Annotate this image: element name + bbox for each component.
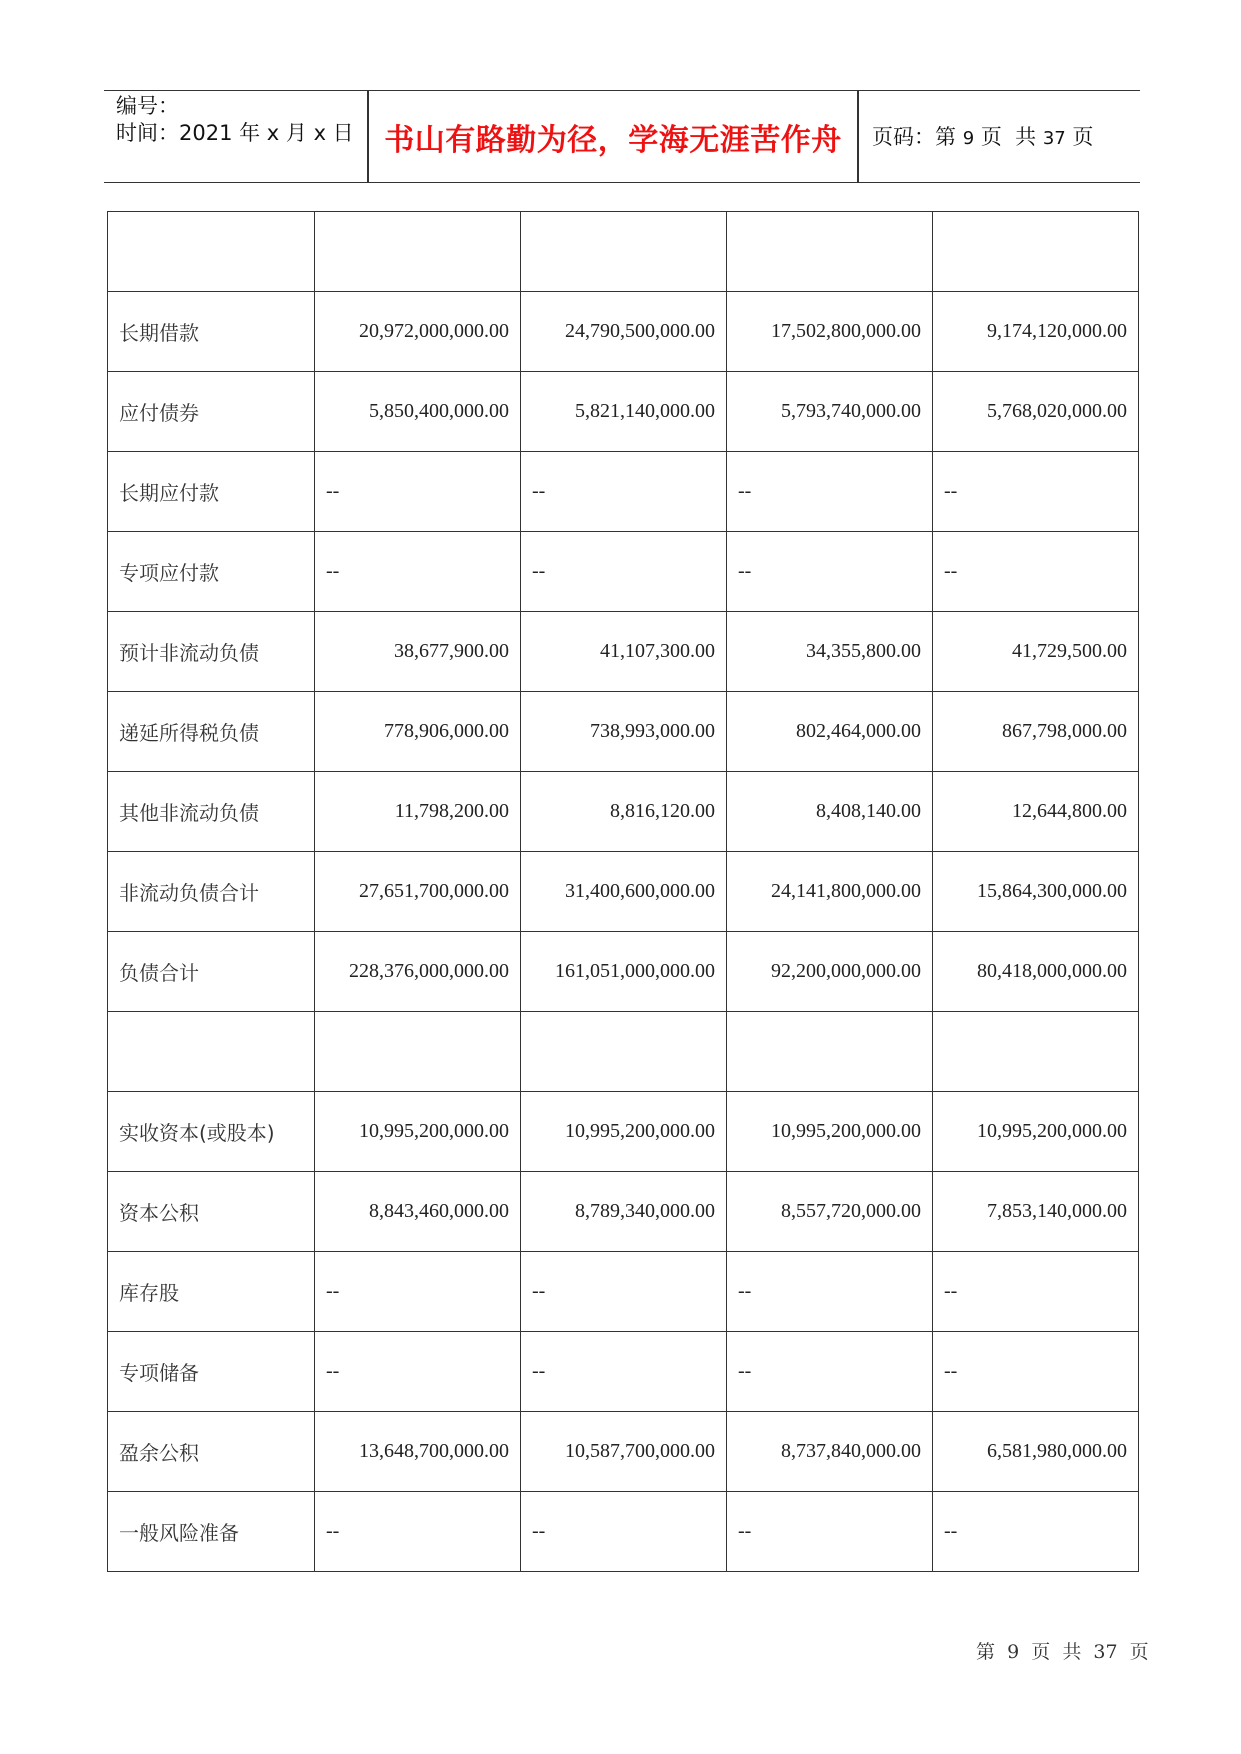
table-row	[108, 1172, 1139, 1252]
row-value-col-2: 41,107,300.00	[521, 612, 727, 692]
row-value-col-4: 867,798,000.00	[933, 692, 1139, 772]
row-value-col-1: --	[315, 532, 521, 612]
row-value-col-4: 9,174,120,000.00	[933, 292, 1139, 372]
row-label: 库存股	[108, 1252, 315, 1332]
row-value-col-3	[727, 1012, 933, 1092]
row-value-col-2: 161,051,000,000.00	[521, 932, 727, 1012]
row-value-col-1	[315, 1012, 521, 1092]
table-row	[108, 1252, 1139, 1332]
row-value-col-2: 5,821,140,000.00	[521, 372, 727, 452]
table-row	[108, 1492, 1139, 1572]
table-row	[108, 292, 1139, 372]
row-label	[108, 212, 315, 292]
header-page-info	[872, 121, 1093, 151]
row-value-col-4	[933, 1012, 1139, 1092]
table-row	[108, 1012, 1139, 1092]
row-value-col-2: 31,400,600,000.00	[521, 852, 727, 932]
row-value-col-1	[315, 212, 521, 292]
row-label: 资本公积	[108, 1172, 315, 1252]
page-total: 37	[1042, 128, 1066, 149]
row-label: 长期借款	[108, 292, 315, 372]
row-value-col-1: 5,850,400,000.00	[315, 372, 521, 452]
document-meta	[116, 91, 366, 147]
row-value-col-3: --	[727, 1332, 933, 1412]
row-value-col-4: 10,995,200,000.00	[933, 1092, 1139, 1172]
row-value-col-3: 17,502,800,000.00	[727, 292, 933, 372]
table-row	[108, 1092, 1139, 1172]
row-value-col-1: --	[315, 1252, 521, 1332]
balance-sheet-body	[108, 212, 1139, 1572]
row-value-col-4: 80,418,000,000.00	[933, 932, 1139, 1012]
row-value-col-4: --	[933, 1332, 1139, 1412]
row-value-col-4: --	[933, 1492, 1139, 1572]
row-value-col-1: 228,376,000,000.00	[315, 932, 521, 1012]
row-value-col-2: 8,789,340,000.00	[521, 1172, 727, 1252]
row-value-col-1: 27,651,700,000.00	[315, 852, 521, 932]
row-value-col-4: 7,853,140,000.00	[933, 1172, 1139, 1252]
row-value-col-4: --	[933, 532, 1139, 612]
row-label: 长期应付款	[108, 452, 315, 532]
row-value-col-4: 5,768,020,000.00	[933, 372, 1139, 452]
row-value-col-1: 8,843,460,000.00	[315, 1172, 521, 1252]
row-label: 预计非流动负债	[108, 612, 315, 692]
row-label: 专项应付款	[108, 532, 315, 612]
row-value-col-3: 8,408,140.00	[727, 772, 933, 852]
row-value-col-1: 11,798,200.00	[315, 772, 521, 852]
page-prefix: 页码：第	[872, 125, 963, 149]
row-value-col-2	[521, 212, 727, 292]
row-value-col-3: 10,995,200,000.00	[727, 1092, 933, 1172]
row-value-col-2: --	[521, 452, 727, 532]
row-value-col-1: 10,995,200,000.00	[315, 1092, 521, 1172]
row-label: 其他非流动负债	[108, 772, 315, 852]
table-row	[108, 532, 1139, 612]
row-value-col-2: 738,993,000.00	[521, 692, 727, 772]
page-mid: 页 共	[974, 125, 1043, 149]
table-row	[108, 692, 1139, 772]
row-value-col-2: --	[521, 532, 727, 612]
row-value-col-4: --	[933, 1252, 1139, 1332]
row-value-col-4: 41,729,500.00	[933, 612, 1139, 692]
row-value-col-3: 8,557,720,000.00	[727, 1172, 933, 1252]
row-value-col-1: --	[315, 1332, 521, 1412]
page-footer: 第 9 页 共 37 页	[976, 1641, 1149, 1663]
row-value-col-4	[933, 212, 1139, 292]
row-label: 负债合计	[108, 932, 315, 1012]
table-row	[108, 612, 1139, 692]
row-value-col-3: --	[727, 452, 933, 532]
row-value-col-4: --	[933, 452, 1139, 532]
page-suffix: 页	[1065, 125, 1094, 149]
row-value-col-1: 778,906,000.00	[315, 692, 521, 772]
row-value-col-4: 15,864,300,000.00	[933, 852, 1139, 932]
row-value-col-3: 8,737,840,000.00	[727, 1412, 933, 1492]
row-value-col-2: --	[521, 1332, 727, 1412]
row-value-col-2: --	[521, 1252, 727, 1332]
row-value-col-2: 10,995,200,000.00	[521, 1092, 727, 1172]
row-value-col-3: 34,355,800.00	[727, 612, 933, 692]
row-label: 实收资本(或股本)	[108, 1092, 315, 1172]
row-value-col-1: 13,648,700,000.00	[315, 1412, 521, 1492]
row-value-col-2: --	[521, 1492, 727, 1572]
table-row	[108, 1412, 1139, 1492]
row-value-col-3: 92,200,000,000.00	[727, 932, 933, 1012]
row-value-col-2	[521, 1012, 727, 1092]
header-divider-right	[857, 91, 859, 182]
row-value-col-3	[727, 212, 933, 292]
table-row	[108, 852, 1139, 932]
row-value-col-1: 38,677,900.00	[315, 612, 521, 692]
row-value-col-1: 20,972,000,000.00	[315, 292, 521, 372]
table-row	[108, 372, 1139, 452]
row-label	[108, 1012, 315, 1092]
row-label: 专项储备	[108, 1332, 315, 1412]
balance-sheet-table	[107, 211, 1139, 1572]
row-value-col-3: --	[727, 1252, 933, 1332]
document-time: 时间：2021 年 x 月 x 日	[116, 121, 354, 145]
table-row	[108, 452, 1139, 532]
row-label: 应付债券	[108, 372, 315, 452]
table-row	[108, 772, 1139, 852]
table-row	[108, 212, 1139, 292]
row-label: 非流动负债合计	[108, 852, 315, 932]
header-motto: 书山有路勤为径，学海无涯苦作舟	[384, 123, 842, 158]
row-value-col-2: 24,790,500,000.00	[521, 292, 727, 372]
page-current: 9	[962, 128, 975, 149]
row-value-col-3: 24,141,800,000.00	[727, 852, 933, 932]
row-label: 盈余公积	[108, 1412, 315, 1492]
row-value-col-3: --	[727, 532, 933, 612]
row-label: 递延所得税负债	[108, 692, 315, 772]
row-value-col-3: --	[727, 1492, 933, 1572]
row-value-col-3: 802,464,000.00	[727, 692, 933, 772]
row-value-col-4: 6,581,980,000.00	[933, 1412, 1139, 1492]
row-value-col-2: 8,816,120.00	[521, 772, 727, 852]
row-value-col-2: 10,587,700,000.00	[521, 1412, 727, 1492]
row-value-col-3: 5,793,740,000.00	[727, 372, 933, 452]
page-header	[104, 90, 1140, 183]
document-code-label: 编号：	[116, 94, 179, 118]
row-value-col-1: --	[315, 1492, 521, 1572]
table-row	[108, 1332, 1139, 1412]
row-value-col-1: --	[315, 452, 521, 532]
row-value-col-4: 12,644,800.00	[933, 772, 1139, 852]
row-label: 一般风险准备	[108, 1492, 315, 1572]
table-row	[108, 932, 1139, 1012]
